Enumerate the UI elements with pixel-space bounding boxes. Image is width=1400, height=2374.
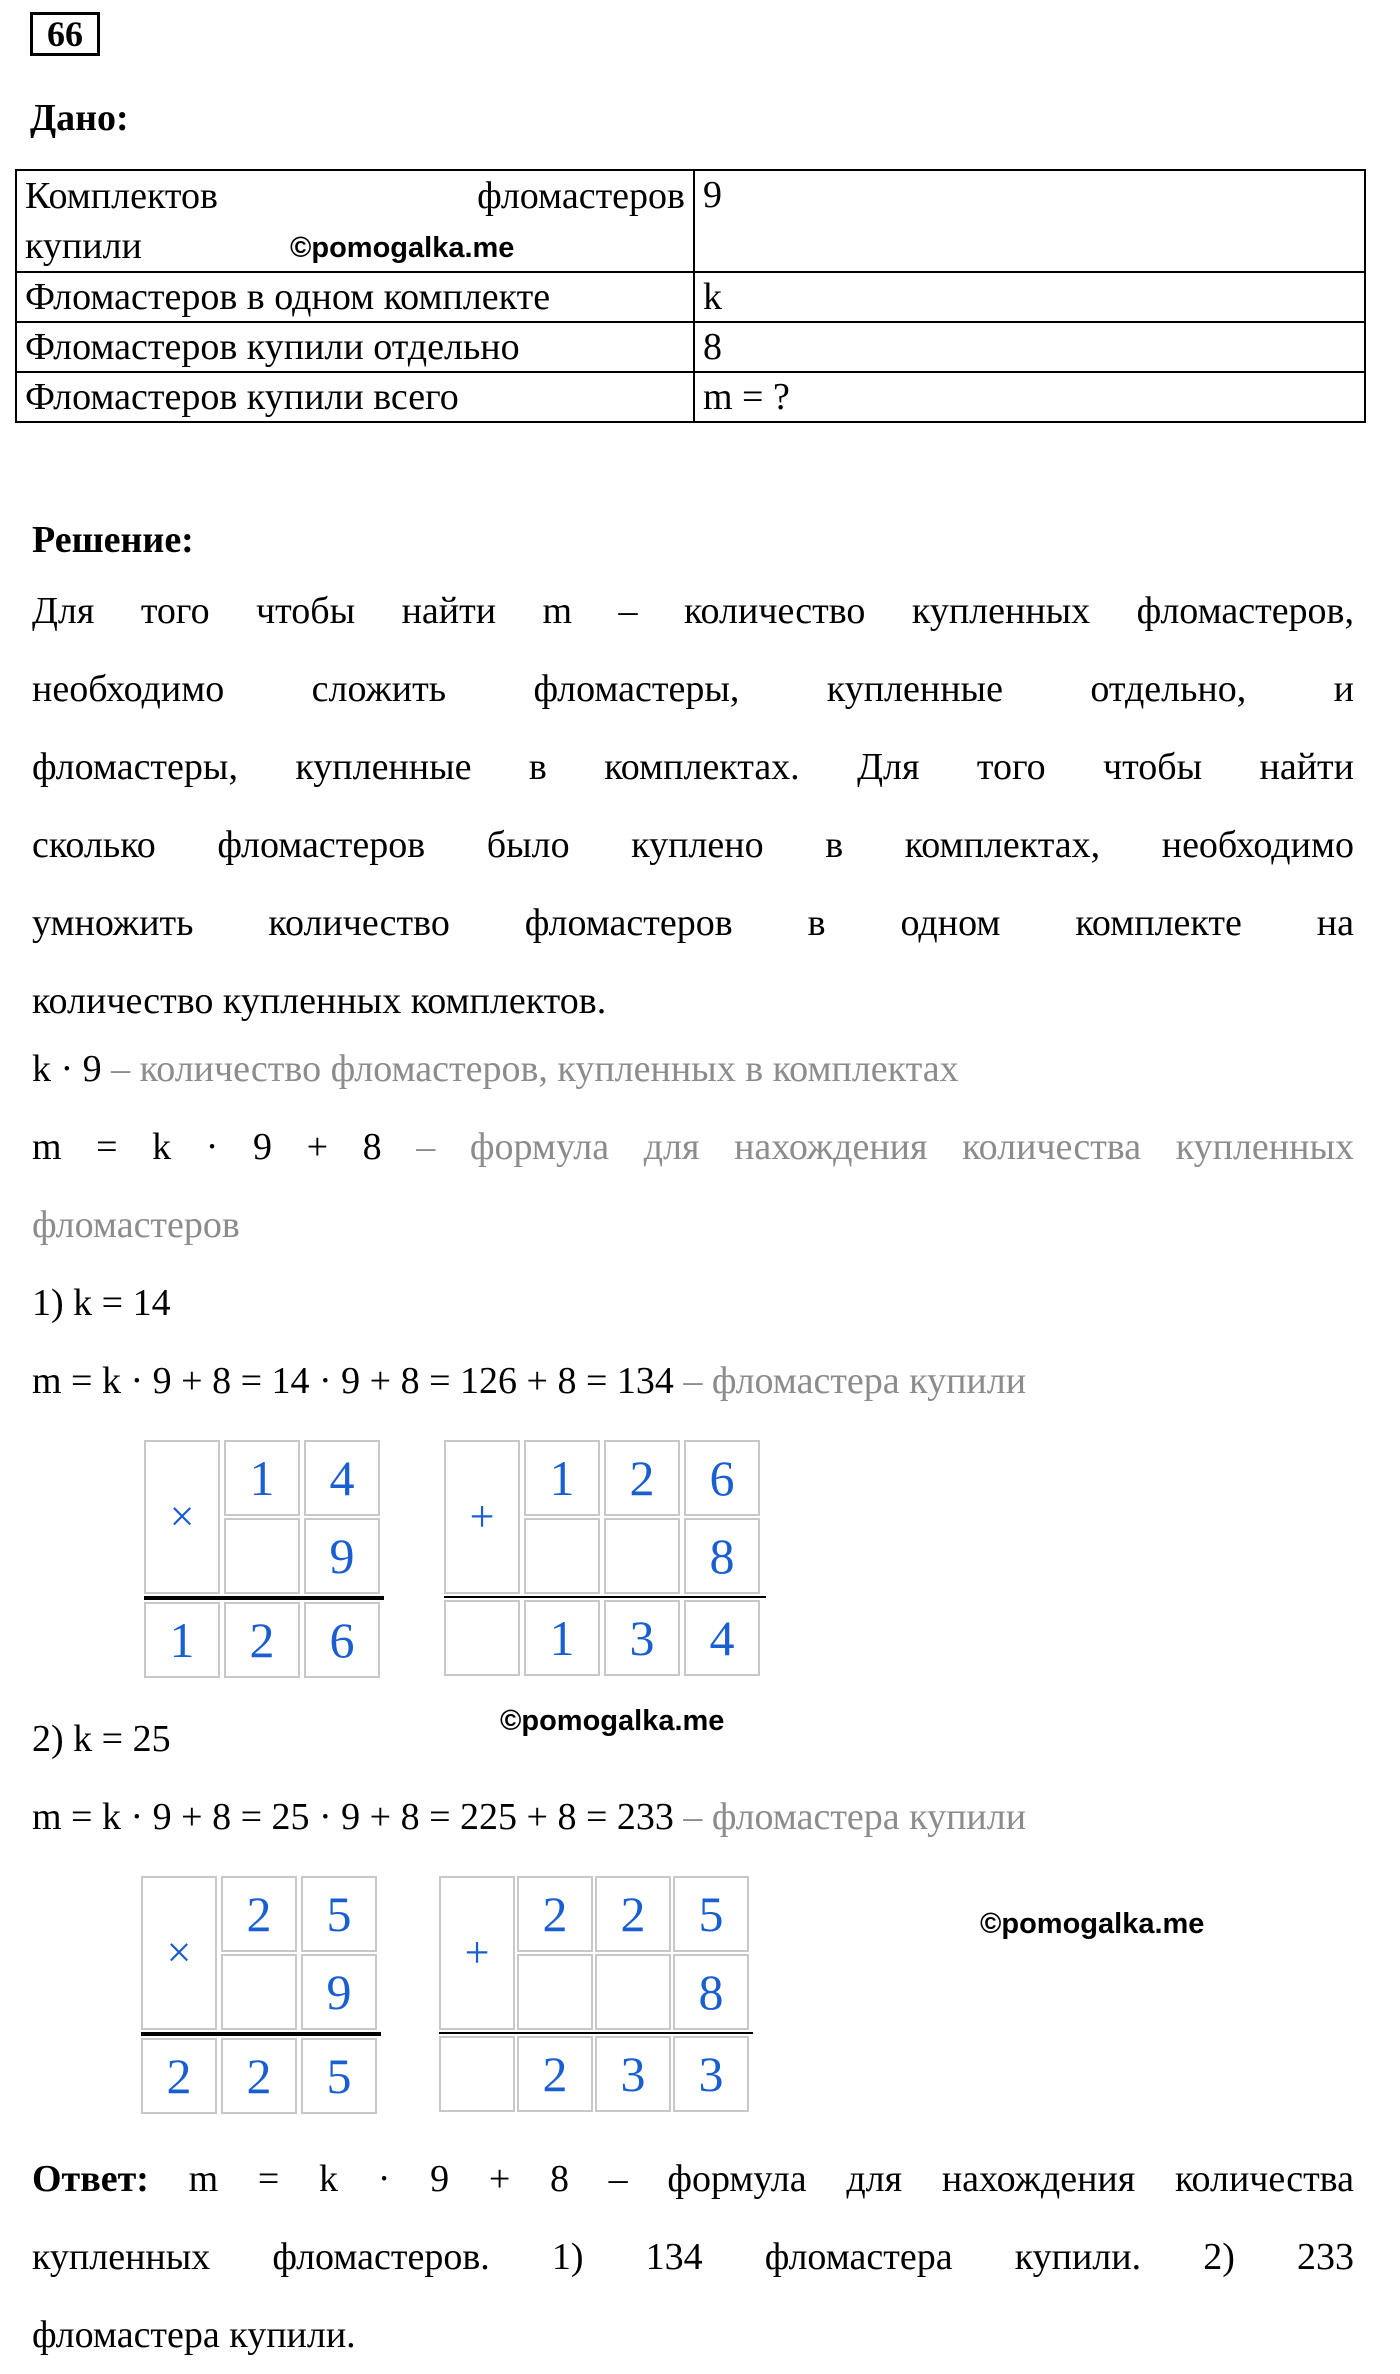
case1-calc: m = k · 9 + 8 = 14 · 9 + 8 = 126 + 8 = 134 bbox=[32, 1360, 674, 1402]
grid-digit: 1 bbox=[224, 1440, 300, 1516]
grid-digit bbox=[604, 1518, 680, 1594]
table-row bbox=[16, 272, 1365, 322]
table-row bbox=[16, 372, 1365, 422]
grid-digit bbox=[517, 1954, 593, 2030]
grid-digit bbox=[444, 1600, 520, 1676]
grid-digit: 2 bbox=[517, 1876, 593, 1952]
multiply-icon: × bbox=[141, 1876, 217, 2030]
grid-digit: 4 bbox=[684, 1600, 760, 1676]
grid-digit: 9 bbox=[304, 1518, 380, 1594]
grid-digit: 2 bbox=[221, 2038, 297, 2114]
grid-digit bbox=[221, 1954, 297, 2030]
case1-multiplication-grid bbox=[144, 1440, 384, 1680]
text-line: необходимо сложить фломастеры, купленные отдельно, и bbox=[32, 668, 1354, 710]
text-line: Для того чтобы найти m – количество купленных фломастеров, bbox=[32, 590, 1354, 632]
expr-note: – количество фломастеров, купленных в комплектах bbox=[101, 1048, 959, 1090]
grid-digit: 3 bbox=[604, 1600, 680, 1676]
case2-multiplication-grid bbox=[141, 1876, 381, 2116]
grid-digit: 6 bbox=[304, 1602, 380, 1678]
given-heading: Дано: bbox=[30, 97, 129, 139]
grid-digit: 2 bbox=[224, 1602, 300, 1678]
case2-calc: m = k · 9 + 8 = 25 · 9 + 8 = 225 + 8 = 233 bbox=[32, 1796, 674, 1838]
watermark: ©pomogalka.me bbox=[980, 1908, 1205, 1940]
formula-main: m = k · 9 + 8 bbox=[32, 1126, 382, 1168]
given-label-cell: Фломастеров купили всего bbox=[16, 372, 694, 422]
formula-line bbox=[32, 1124, 1354, 1170]
grid-digit bbox=[524, 1518, 600, 1594]
grid-digit: 9 bbox=[301, 1954, 377, 2030]
answer-line: купленных фломастеров. 1) 134 фломастера купили. 2) 233 bbox=[32, 2236, 1354, 2278]
given-label-cell bbox=[16, 170, 694, 272]
text-line: сколько фломастеров было куплено в комплектах, необходимо bbox=[32, 824, 1354, 866]
case2-label: 2) k = 25 bbox=[32, 1718, 171, 1760]
case1-addition-grid bbox=[444, 1440, 766, 1680]
given-value-cell: 8 bbox=[694, 322, 1365, 372]
grid-digit: 2 bbox=[141, 2038, 217, 2114]
case1-label: 1) k = 14 bbox=[32, 1282, 171, 1324]
watermark: ©pomogalka.me bbox=[500, 1705, 725, 1737]
multiply-icon: × bbox=[144, 1440, 220, 1594]
grid-digit: 8 bbox=[673, 1954, 749, 2030]
case1-note: – фломастера купили bbox=[673, 1360, 1027, 1402]
given-value-cell: 9 bbox=[694, 170, 1365, 272]
grid-digit bbox=[595, 1954, 671, 2030]
given-label-cell: Фломастеров купили отдельно bbox=[16, 322, 694, 372]
grid-digit: 5 bbox=[673, 1876, 749, 1952]
grid-digit: 2 bbox=[595, 1876, 671, 1952]
answer-line bbox=[32, 2140, 1354, 2218]
answer-block bbox=[32, 2140, 1354, 2374]
result-line bbox=[444, 1596, 766, 1598]
grid-digit: 1 bbox=[144, 1602, 220, 1678]
result-line bbox=[439, 2032, 753, 2034]
grid-digit: 6 bbox=[684, 1440, 760, 1516]
case2-note: – фломастера купили bbox=[673, 1796, 1027, 1838]
text-line: количество купленных комплектов. bbox=[32, 980, 607, 1022]
given-value-cell: m = ? bbox=[694, 372, 1365, 422]
text-line: умножить количество фломастеров в одном комплекте на bbox=[32, 902, 1354, 944]
solution-text bbox=[32, 572, 1354, 1040]
table-row bbox=[16, 322, 1365, 372]
answer-text: m = k · 9 + 8 – формула для нахождения количества bbox=[148, 2158, 1354, 2200]
result-line bbox=[141, 2032, 381, 2036]
grid-digit: 5 bbox=[301, 1876, 377, 1952]
grid-digit: 3 bbox=[673, 2036, 749, 2112]
solution-heading: Решение: bbox=[32, 519, 194, 561]
case2-calc-line bbox=[32, 1794, 1026, 1840]
given-value-cell: k bbox=[694, 272, 1365, 322]
plus-icon: + bbox=[439, 1876, 515, 2030]
given-label-part: фломастеров bbox=[477, 175, 685, 217]
answer-line: фломастера купили. bbox=[32, 2314, 356, 2356]
given-label-part: купили bbox=[25, 225, 142, 267]
case1-calc-line bbox=[32, 1358, 1026, 1404]
case2-addition-grid bbox=[439, 1876, 753, 2116]
answer-label: Ответ: bbox=[32, 2158, 149, 2200]
result-line bbox=[144, 1596, 384, 1600]
grid-digit: 2 bbox=[604, 1440, 680, 1516]
grid-digit bbox=[224, 1518, 300, 1594]
watermark: ©pomogalka.me bbox=[290, 232, 515, 264]
expr-main: k · 9 bbox=[32, 1048, 102, 1090]
plus-icon: + bbox=[444, 1440, 520, 1594]
grid-digit bbox=[439, 2036, 515, 2112]
given-label-cell: Фломастеров в одном комплекте bbox=[16, 272, 694, 322]
given-table bbox=[15, 169, 1366, 423]
grid-digit: 3 bbox=[595, 2036, 671, 2112]
table-row bbox=[16, 170, 1365, 272]
given-label-part: Комплектов bbox=[25, 175, 218, 217]
grid-digit: 2 bbox=[517, 2036, 593, 2112]
grid-digit: 1 bbox=[524, 1440, 600, 1516]
grid-digit: 2 bbox=[221, 1876, 297, 1952]
grid-digit: 8 bbox=[684, 1518, 760, 1594]
problem-number: 66 bbox=[30, 12, 100, 56]
formula-note-cont: фломастеров bbox=[32, 1204, 240, 1246]
grid-digit: 1 bbox=[524, 1600, 600, 1676]
text-line: фломастеры, купленные в комплектах. Для того чтобы найти bbox=[32, 746, 1354, 788]
formula-note: – формула для нахождения количества купленных bbox=[381, 1126, 1354, 1168]
grid-digit: 4 bbox=[304, 1440, 380, 1516]
expr-line bbox=[32, 1046, 959, 1092]
grid-digit: 5 bbox=[301, 2038, 377, 2114]
